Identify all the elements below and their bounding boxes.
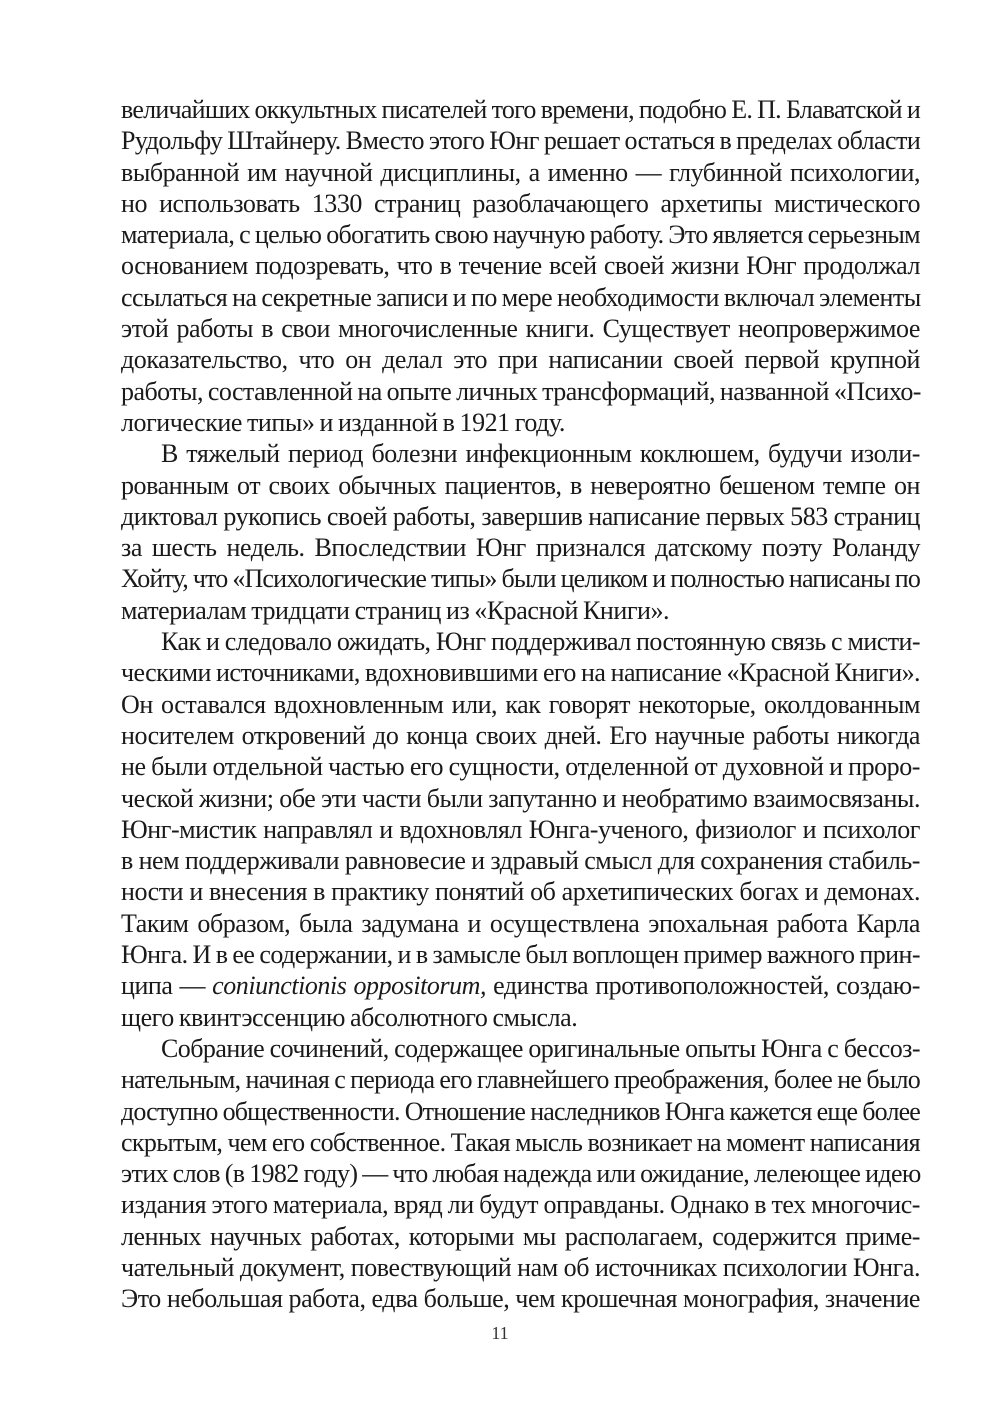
page-body: [121, 94, 920, 1315]
page-number: 11: [491, 1323, 509, 1343]
text-line: но использовать 1330 страниц разоблачающего архетипы мистического: [121, 188, 920, 218]
text-run: ципа —: [121, 971, 213, 1001]
text-line: доступно общественности. Отношение наследников Юнга кажется еще более: [121, 1096, 920, 1126]
text-line: ческой жизни; обе эти части были запутанно и необратимо взаимосвязаны.: [121, 783, 920, 813]
paragraph-1: [121, 94, 920, 438]
text-line: Юнг-мистик направлял и вдохновлял Юнга-ученого, физиолог и психолог: [121, 814, 920, 844]
text-line: Он оставался вдохновленным или, как говорят некоторые, околдованным: [121, 689, 920, 719]
text-line-italic: [121, 970, 920, 1001]
text-line: материалам тридцати страниц из «Красной Книги».: [121, 595, 670, 625]
text-line: величайших оккультных писателей того времени, подобно Е. П. Блаватской и: [121, 95, 920, 124]
text-line: нательным, начиная с периода его главнейшего преображения, более не было: [121, 1065, 920, 1095]
text-line: Собрание сочинений, содержащее оригинальные опыты Юнга с бессоз-: [161, 1033, 920, 1063]
text-line: ности и внесения в практику понятий об архетипических богах и демонах.: [121, 877, 920, 907]
text-line: носителем откровений до конца своих дней. Его научные работы никогда: [121, 720, 920, 750]
latin-phrase: coniunctionis oppositorum,: [212, 971, 487, 1001]
text-line: В тяжелый период болезни инфекционным коклюшем, будучи изоли-: [161, 439, 920, 469]
paragraph-2: [121, 438, 920, 626]
text-line: скрытым, чем его собственное. Такая мысль возникает на момент написания: [121, 1127, 920, 1157]
paragraph-3: [121, 626, 920, 1033]
text-line: издания этого материала, вряд ли будут оправданы. Однако в тех многочис-: [121, 1190, 920, 1220]
text-line: Рудольфу Штайнеру. Вместо этого Юнг решает остаться в пределах области: [121, 126, 921, 156]
paragraph-4: [121, 1033, 920, 1315]
text-line: выбранной им научной дисциплины, а именно — глубинной психологии,: [121, 157, 920, 187]
text-line: этой работы в свои многочисленные книги. Существует неопровержимое: [121, 314, 920, 344]
text-line: работы, составленной на опыте личных трансформаций, названной «Психо-: [121, 376, 921, 406]
text-line: Как и следовало ожидать, Юнг поддерживал постоянную связь с мисти-: [161, 627, 920, 657]
text-run: единства противоположностей, создаю-: [486, 971, 920, 1001]
text-line: ссылаться на секретные записи и по мере необходимости включал элементы: [121, 282, 921, 312]
text-line: Это небольшая работа, едва больше, чем крошечная монография, значение: [121, 1284, 920, 1314]
text-line: этих слов (в 1982 году) — что любая надежда или ожидание, лелеющее идею: [121, 1159, 921, 1189]
text-line: не были отдельной частью его сущности, отделенной от духовной и проро-: [121, 752, 920, 782]
text-line: основанием подозревать, что в течение всей своей жизни Юнг продолжал: [121, 251, 920, 281]
text-line: доказательство, что он делал это при написании своей первой крупной: [121, 345, 920, 375]
text-line: Таким образом, была задумана и осуществлена эпохальная работа Карла: [121, 908, 920, 938]
text-line: ленных научных работах, которыми мы располагаем, содержится приме-: [121, 1221, 920, 1251]
text-line: диктовал рукопись своей работы, завершив написание первых 583 страниц: [121, 501, 920, 531]
text-line: Хойту, что «Психологические типы» были целиком и полностью написаны по: [121, 564, 920, 594]
text-line: Юнга. И в ее содержании, и в замысле был воплощен пример важного прин-: [121, 940, 920, 970]
text-line: логические типы» и изданной в 1921 году.: [121, 407, 565, 437]
text-line: за шесть недель. Впоследствии Юнг признался датскому поэту Роланду: [121, 533, 920, 563]
text-line: щего квинтэссенцию абсолютного смысла.: [121, 1002, 578, 1032]
text-line: материала, с целью обогатить свою научную работу. Это является серьезным: [121, 220, 920, 250]
text-line: чательный документ, повествующий нам об источниках психологии Юнга.: [121, 1252, 920, 1282]
text-line: в нем поддерживали равновесие и здравый смысл для сохранения стабиль-: [121, 846, 920, 876]
text-line: рованным от своих обычных пациентов, в невероятно бешеном темпе он: [121, 470, 920, 500]
text-line: ческими источниками, вдохновившими его на написание «Красной Книги».: [121, 658, 920, 688]
